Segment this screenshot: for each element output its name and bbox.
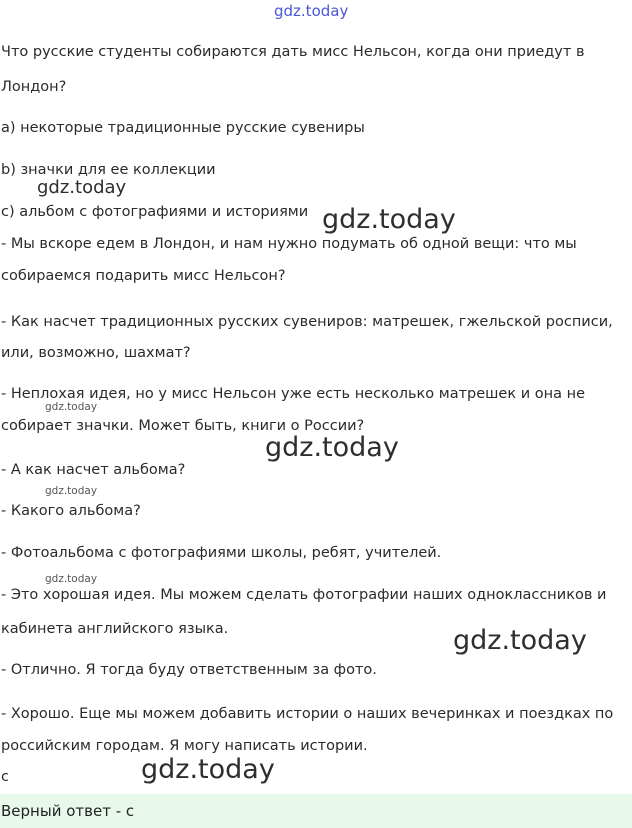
- watermark: gdz.today: [322, 204, 456, 235]
- question-line-2: Лондон?: [1, 79, 67, 95]
- dialogue-line: - Фотоальбома с фотографиями школы, ребят, учителей.: [1, 545, 442, 561]
- answer-box: Верный ответ - c: [0, 794, 632, 828]
- watermark: gdz.today: [141, 754, 275, 785]
- dialogue-line: - Как насчет традиционных русских сувениров: матрешек, гжельской росписи,: [1, 314, 613, 330]
- watermark: gdz.today: [37, 177, 127, 198]
- watermark: gdz.today: [45, 485, 98, 497]
- dialogue-line: кабинета английского языка.: [1, 621, 229, 637]
- dialogue-line: российским городам. Я могу написать истории.: [1, 738, 368, 754]
- dialogue-line: - Неплохая идея, но у мисс Нельсон уже есть несколько матрешек и она не: [1, 386, 585, 402]
- watermark: gdz.today: [45, 401, 98, 413]
- dialogue-line: - Хорошо. Еще мы можем добавить истории о наших вечеринках и поездках по: [1, 706, 614, 722]
- option-b: b) значки для ее коллекции: [1, 162, 216, 178]
- watermark: gdz.today: [453, 625, 587, 656]
- dialogue-line: - Это хорошая идея. Мы можем сделать фотографии наших одноклассников и: [1, 587, 607, 603]
- watermark: gdz.today: [265, 432, 399, 463]
- dialogue-line: - Отлично. Я тогда буду ответственным за фото.: [1, 662, 377, 678]
- answer-letter: c: [1, 769, 9, 785]
- dialogue-line: собирает значки. Может быть, книги о России?: [1, 418, 365, 434]
- option-a: a) некоторые традиционные русские сувениры: [1, 120, 365, 136]
- dialogue-line: или, возможно, шахмат?: [1, 345, 191, 361]
- watermark: gdz.today: [45, 573, 98, 585]
- dialogue-line: - А как насчет альбома?: [1, 462, 186, 478]
- dialogue-line: - Какого альбома?: [1, 503, 141, 519]
- question-line-1: Что русские студенты собираются дать мисс Нельсон, когда они приедут в: [1, 44, 585, 60]
- option-c: c) альбом с фотографиями и историями: [1, 204, 309, 220]
- watermark-top: gdz.today: [274, 2, 349, 20]
- dialogue-line: - Мы вскоре едем в Лондон, и нам нужно подумать об одной вещи: что мы: [1, 236, 577, 252]
- dialogue-line: собираемся подарить мисс Нельсон?: [1, 268, 286, 284]
